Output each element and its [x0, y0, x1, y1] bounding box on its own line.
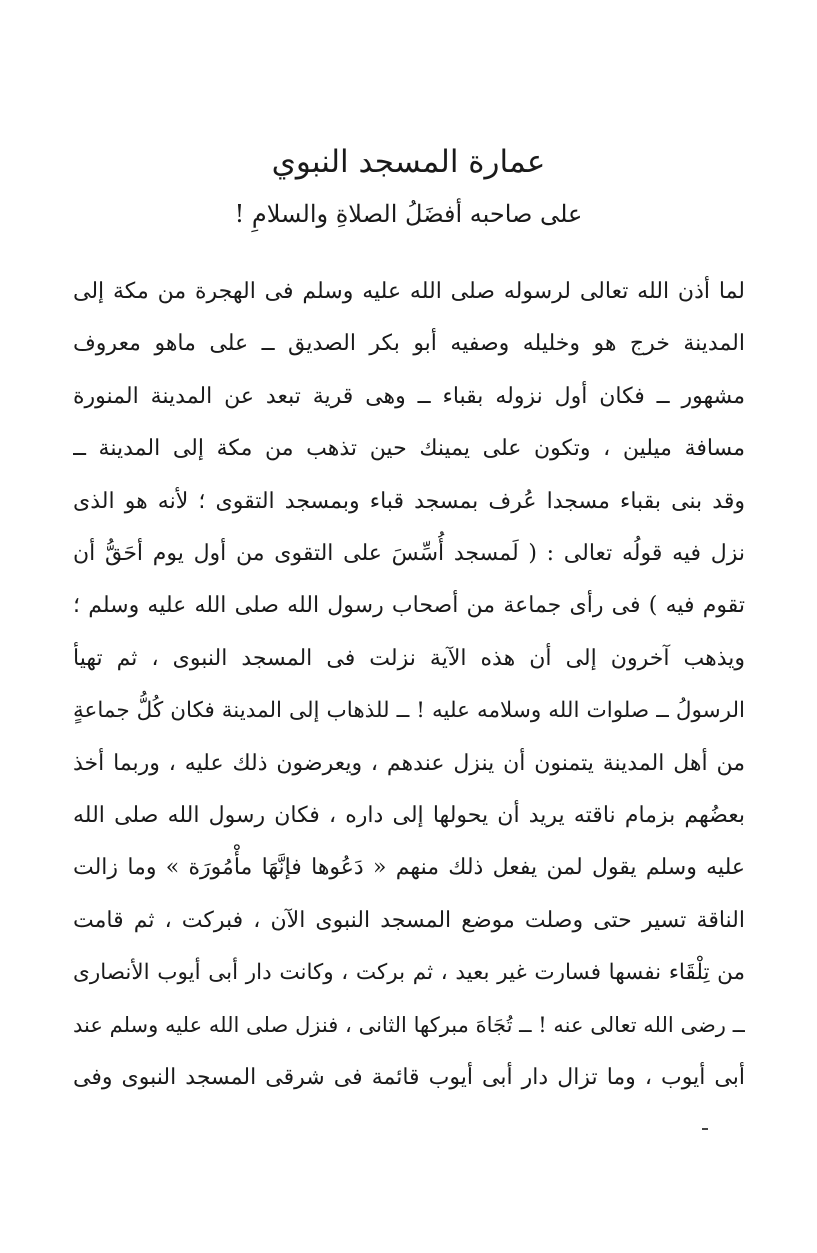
body-text [73, 266, 745, 1104]
page-title: عمارة المسجد النبوي [271, 144, 546, 180]
text-line: المدينة خرج هو وخليله وصفيه أبو بكر الصديق ــ على ماهو معروف [73, 331, 745, 357]
text-line: تقوم فيه ) فى رأى جماعة من أصحاب رسول الله صلى الله عليه وسلم ؛ [73, 593, 745, 619]
text-line: وقد بنى بقباء مسجدا عُرف بمسجد قباء وبمسجد التقوى ؛ لأنه هو الذى [73, 488, 745, 514]
page-mark [702, 1128, 708, 1130]
text-line: أبى أيوب ، وما تزال دار أبى أيوب قائمة فى شرقى المسجد النبوى وفى [73, 1064, 745, 1090]
text-line: ــ رضى الله تعالى عنه ! ــ تُجَاهَ مبركها الثانى ، فنزل صلى الله عليه وسلم عند [73, 1013, 745, 1038]
text-line: لما أذن الله تعالى لرسوله صلى الله عليه وسلم فى الهجرة من مكة إلى [73, 279, 745, 304]
text-line: من أهل المدينة يتمنون أن ينزل عندهم ، ويعرضون ذلك عليه ، وربما أخذ [73, 750, 745, 776]
text-line: مشهور ــ فكان أول نزوله بقباء ــ وهى قرية تبعد عن المدينة المنورة [73, 383, 745, 409]
text-line: نزل فيه قولُه تعالى : ( لَمسجد أُسِّسَ على التقوى من أول يوم أحَقُّ أن [73, 540, 745, 566]
text-line: بعضُهم بزمام ناقته يريد أن يحولها إلى داره ، فكان رسول الله صلى الله [73, 802, 745, 828]
text-line: مسافة ميلين ، وتكون على يمينك حين تذهب من مكة إلى المدينة ــ [73, 436, 745, 462]
text-line: ويذهب آخرون إلى أن هذه الآية نزلت فى المسجد النبوى ، ثم تهيأ [73, 645, 745, 671]
text-line: عليه وسلم يقول لمن يفعل ذلك منهم « دَعُوها فإنَّهَا مأْمُورَة » وما زالت [73, 855, 745, 881]
text-line: من تِلْقَاء نفسها فسارت غير بعيد ، ثم بركت ، وكانت دار أبى أيوب الأنصارى [73, 960, 745, 986]
text-line: الناقة تسير حتى وصلت موضع المسجد النبوى الآن ، فبركت ، ثم قامت [73, 907, 745, 933]
text-line: الرسولُ ــ صلوات الله وسلامه عليه ! ــ للذهاب إلى المدينة فكان كُلُّ جماعةٍ [73, 698, 745, 724]
page-subtitle: على صاحبه أفضَلُ الصلاةِ والسلامِ ! [234, 200, 583, 228]
